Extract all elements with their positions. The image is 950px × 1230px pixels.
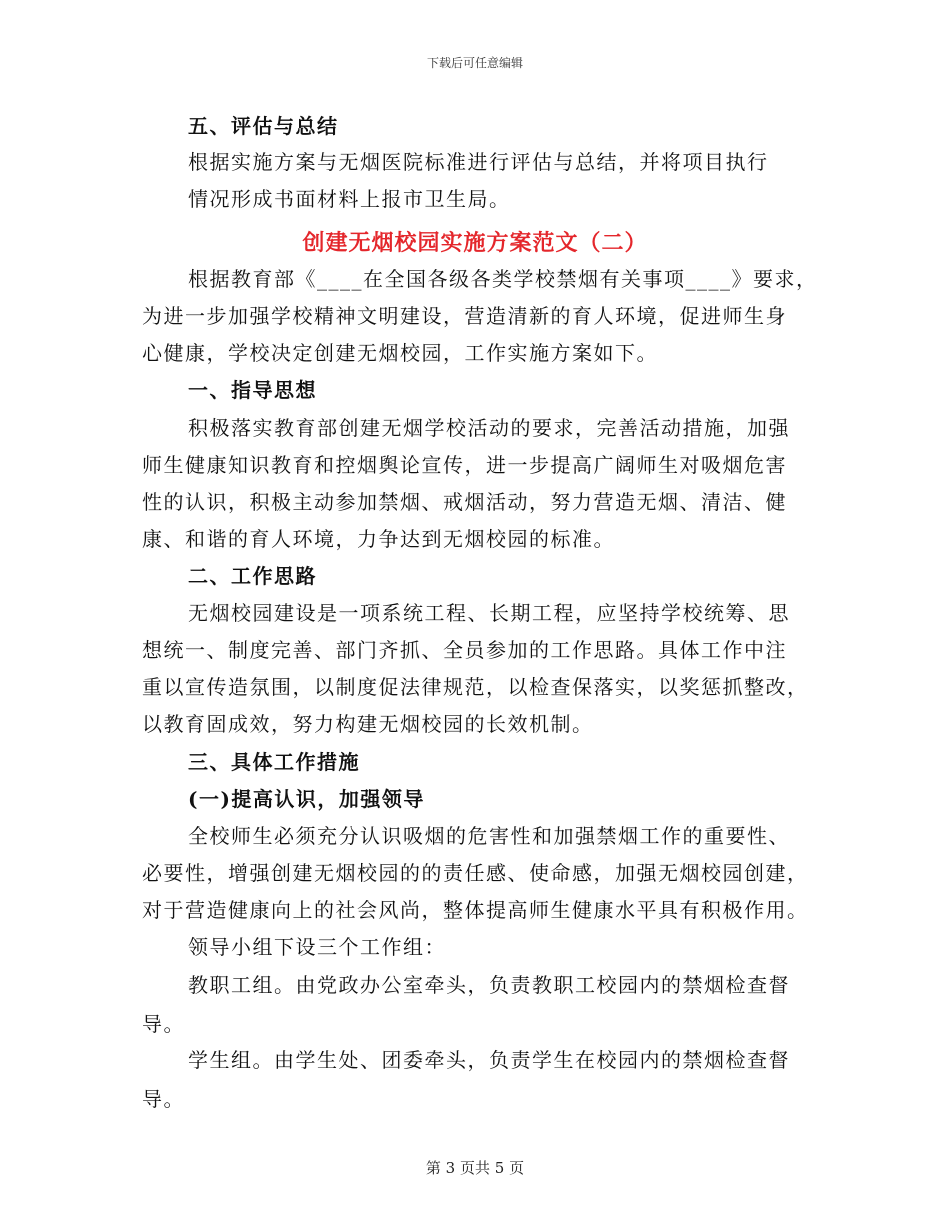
guiding-line-2: 师生健康知识教育和控烟舆论宣传，进一步提高广阔师生对吸烟危害 <box>142 453 787 477</box>
page-footer: 第 3 页共 5 页 <box>425 1159 525 1177</box>
document-title: 创建无烟校园实施方案范文（二） <box>302 230 648 256</box>
student-group-line-1: 学生组。由学生处、团委牵头，负责学生在校园内的禁烟检查督 <box>188 1048 790 1072</box>
guiding-line-4: 康、和谐的育人环境，力争达到无烟校园的标准。 <box>142 527 615 551</box>
measures-subheading: (一)提高认识，加强领导 <box>188 787 425 811</box>
student-group-line-2: 导。 <box>142 1087 185 1111</box>
intro-line-1: 根据教育部《____在全国各级各类学校禁烟有关事项____》要求， <box>188 267 818 291</box>
approach-line-1: 无烟校园建设是一项系统工程、长期工程，应坚持学校统筹、思 <box>188 601 790 625</box>
measures-heading: 三、具体工作措施 <box>188 750 360 774</box>
section5-heading: 五、评估与总结 <box>188 114 339 138</box>
measures-line-1: 全校师生必须充分认识吸烟的危害性和加强禁烟工作的重要性、 <box>188 824 790 848</box>
approach-line-4: 以教育固成效，努力构建无烟校园的长效机制。 <box>142 712 594 736</box>
guiding-heading: 一、指导思想 <box>188 378 317 402</box>
guiding-line-3: 性的认识，积极主动参加禁烟、戒烟活动，努力营造无烟、清洁、健 <box>142 490 787 514</box>
section5-line-2: 情况形成书面材料上报市卫生局。 <box>188 187 511 211</box>
measures-line-4: 领导小组下设三个工作组： <box>188 935 446 959</box>
guiding-line-1: 积极落实教育部创建无烟学校活动的要求，完善活动措施，加强 <box>188 416 790 440</box>
intro-line-2: 为进一步加强学校精神文明建设，营造清新的育人环境，促进师生身 <box>142 304 787 328</box>
staff-group-line-1: 教职工组。由党政办公室牵头，负责教职工校园内的禁烟检查督 <box>188 973 790 997</box>
measures-line-3: 对于营造健康向上的社会风尚，整体提高师生健康水平具有积极作用。 <box>142 898 809 922</box>
intro-line-3: 心健康，学校决定创建无烟校园，工作实施方案如下。 <box>142 341 658 365</box>
measures-line-2: 必要性，增强创建无烟校园的的责任感、使命感，加强无烟校园创建， <box>142 861 809 885</box>
approach-heading: 二、工作思路 <box>188 564 317 588</box>
section5-line-1: 根据实施方案与无烟医院标准进行评估与总结，并将项目执行 <box>188 150 769 174</box>
page-header: 下载后可任意编辑 <box>426 56 523 70</box>
approach-line-3: 重以宣传造氛围，以制度促法律规范，以检查保落实，以奖惩抓整改， <box>142 675 809 699</box>
staff-group-line-2: 导。 <box>142 1012 185 1036</box>
approach-line-2: 想统一、制度完善、部门齐抓、全员参加的工作思路。具体工作中注 <box>142 638 787 662</box>
